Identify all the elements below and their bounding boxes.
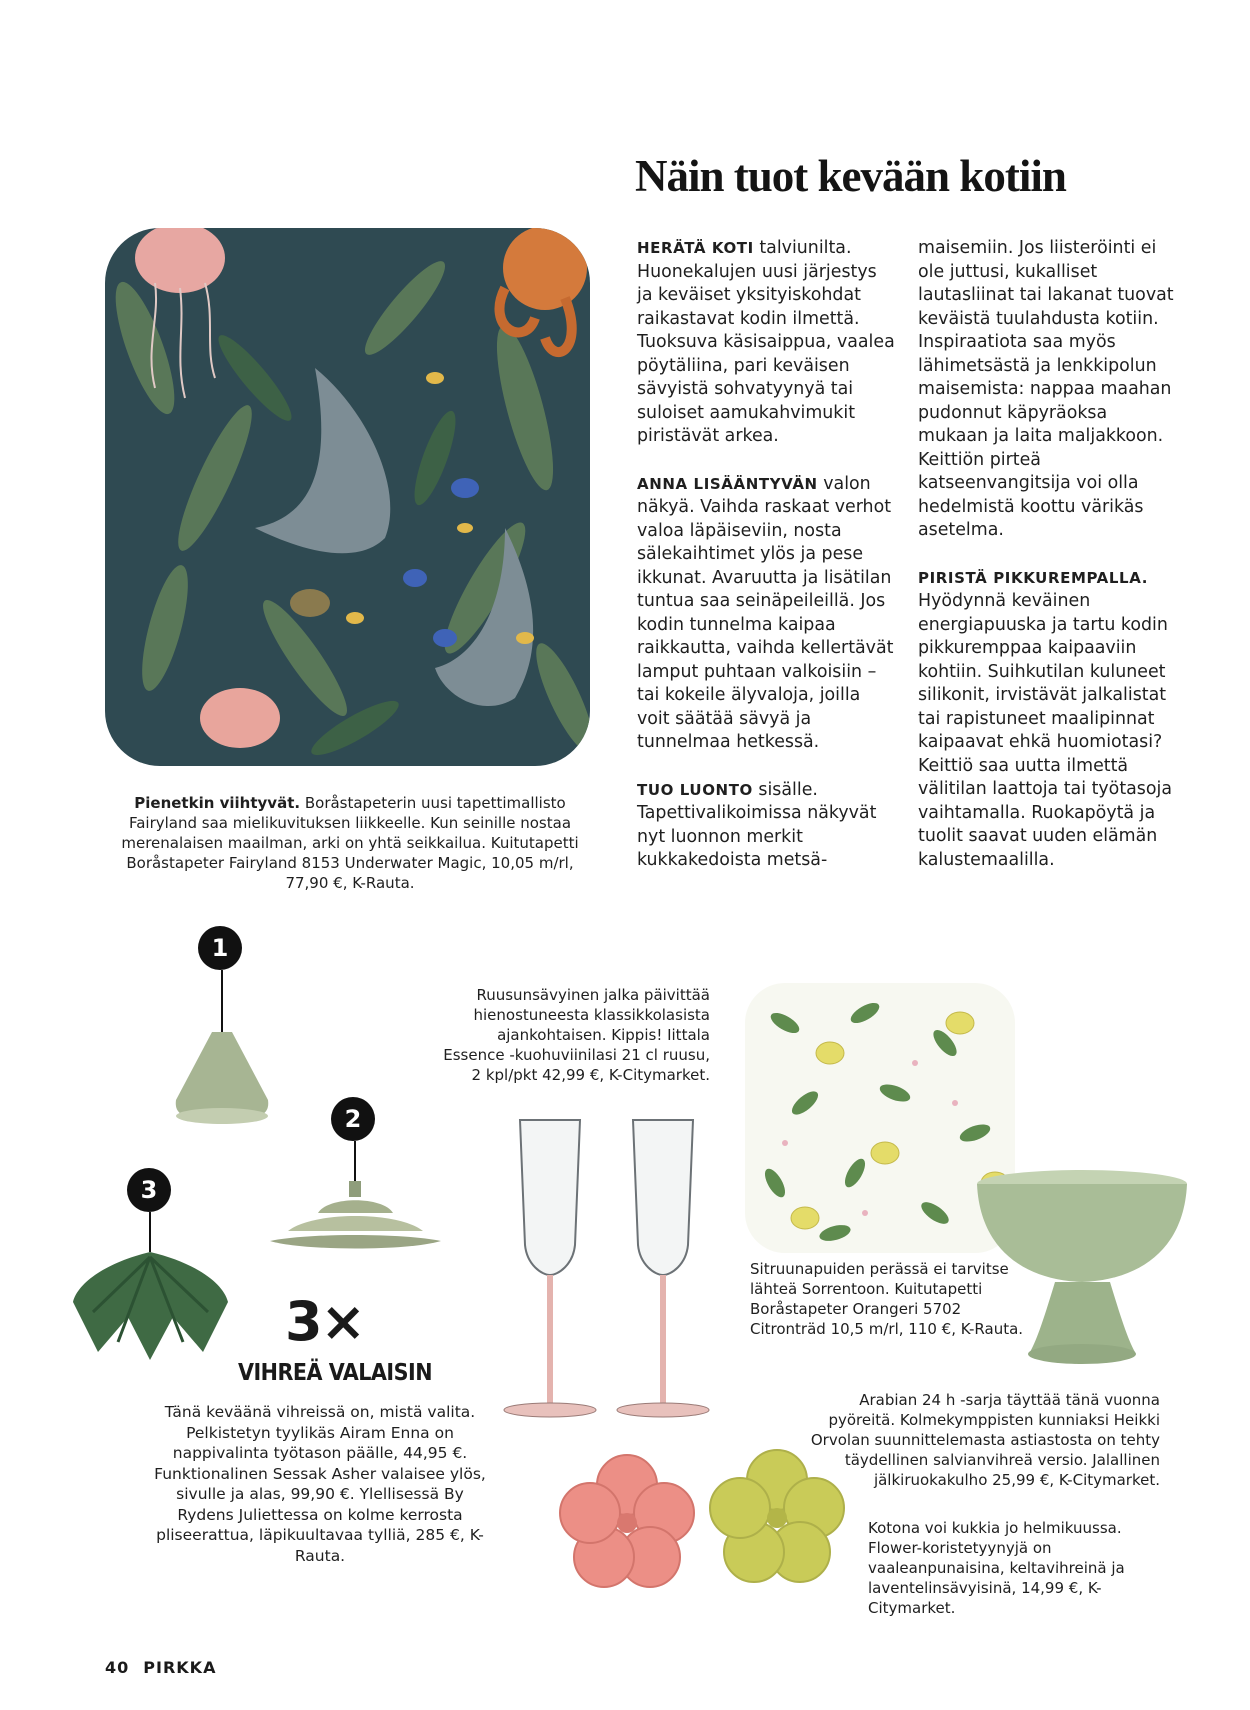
lamp-badge-3: 3 [127, 1168, 171, 1212]
paragraph-lead: ANNA LISÄÄNTYVÄN [637, 474, 818, 493]
page-number: 40 [105, 1658, 130, 1677]
lamps-caption: Tänä keväänä vihreissä on, mistä valita. Pelkistetyn tyylikäs Airam Enna on nappivalinta työtason päälle, 44,95 €. Funktionalinen Sessak Asher valaisee ylös, sivulle ja alas, 99,90 €. Ylellisessä By Rydens Juliettessa on kolme kerrosta pliseerattua, läpikuultavaa tylliä, 285 €, K-Rauta. [154, 1403, 486, 1565]
caption-lead: Pienetkin viihtyvät. [134, 794, 301, 812]
pendant-lamp-2-image [268, 1141, 443, 1251]
lamp-section-heading: VIHREÄ VALAISIN [237, 1360, 433, 1386]
paragraph-lead: PIRISTÄ PIKKUREMPALLA. [918, 568, 1148, 587]
paragraph-tuo-luonto [637, 779, 897, 873]
paragraph-lead: HERÄTÄ KOTI [637, 239, 754, 257]
champagne-glasses-image [500, 1115, 720, 1425]
paragraph-text: sisälle. Tapettivalikoimissa näkyvät nyt luonnon merkit kukkakedoista metsä- [637, 779, 877, 870]
pendant-lamp-1-image [160, 970, 285, 1140]
paragraph-maisemiin [918, 237, 1178, 543]
page-footer [105, 1658, 230, 1677]
lamp-count-heading: 3× [285, 1290, 364, 1353]
paragraph-text: Hyödynnä keväinen energiapuuska ja tartu kodin pikkuremppaa kaipaaviin kohtiin. Suihkutilan kuluneet silikonit, irvistävät jalkalistat tai rapistuneet maalipinnat kaipaavat ehkä huomiotasi? Keittiö saa uutta ilmettä välitilan laattoja tai työtasoja vaihtamalla. Ruokapöytä ja tuolit saavat uuden elämän kalustemaalilla. [918, 591, 1172, 870]
orangeri-caption: Sitruunapuiden perässä ei tarvitse lähteä Sorrentoon. Kuitutapetti Boråstapeter Orangeri 5702 Citronträd 10,5 m/rl, 110 €, K-Rauta. [750, 1260, 1024, 1338]
wallpaper-caption [105, 793, 595, 893]
underwater-wallpaper-image [105, 228, 590, 766]
paragraph-text: valon näkyä. Vaihda raskaat verhot valoa läpäiseviin, nosta sälekaihtimet ylös ja pese ikkunat. Avaruutta ja lisätilan tuntua saa seinäpeileillä. Jos kodin tunnelma kaipaa raikkautta, vaihda kellertävät lamput puhtaan valkoisiin – tai kokeile älyvaloja, joilla voit säätää sävyä ja tunnelmaa hetkessä. [637, 473, 894, 752]
pink-flower-cushion-image [560, 1455, 695, 1590]
paragraph-herata-koti [637, 237, 897, 449]
article-title: Näin tuot kevään kotiin [635, 151, 1066, 201]
caption-text: Boråstapeterin uusi tapettimallisto Fairyland saa mielikuvituksen liikkeelle. Kun seinille nostaa merenalaisen maailman, arki on yhtä seikkailua. Kuitutapetti Boråstapeter Fairyland 8153 Underwater Magic, 10,05 m/rl, 77,90 €, K-Rauta. [121, 794, 579, 892]
article-column-2 [918, 237, 1178, 896]
magazine-name: PIRKKA [143, 1658, 217, 1677]
yellow-green-flower-cushion-image [710, 1450, 845, 1585]
article-column-1 [637, 237, 897, 897]
glasses-caption: Ruusunsävyinen jalka päivittää hienostuneesta klassikkolasista ajankohtaisen. Kippis! Iittala Essence -kuohuviinilasi 21 cl ruusu, 2 kpl/pkt 42,99 €, K-Citymarket. [443, 986, 710, 1084]
paragraph-text: talviunilta. Huonekalujen uusi järjestys ja keväiset yksityiskohdat raikastavat kodin ilmettä. Tuoksuva käsisaippua, vaalea pöytäliina, pari keväisen sävyistä sohvatyynyä tai suloiset aamukahvimukit piristävät arkea. [637, 238, 895, 446]
lamp-badge-2: 2 [331, 1097, 375, 1141]
paragraph-text: maisemiin. Jos liisteröinti ei ole juttusi, kukalliset lautasliinat tai lakanat tuovat keväistä tuulahdusta kotiin. Inspiraatiota saa myös lähimetsästä ja lenkkipolun maisemista: nappaa maahan pudonnut käpyräoksa mukaan ja laita maljakkoon. Keittiön pirteä katseenvangitsija voi olla hedelmistä koottu värikäs asetelma. [918, 238, 1174, 540]
pendant-lamp-3-image [68, 1212, 233, 1362]
lamp-badge-1: 1 [198, 926, 242, 970]
flower-cushion-caption: Kotona voi kukkia jo helmikuussa. Flower-koristetyynyjä on vaaleanpunaisina, keltavihreinä ja laventelinsävyisinä, 14,99 €, K-Citymarket. [868, 1519, 1125, 1617]
paragraph-lead: TUO LUONTO [637, 780, 753, 799]
arabia-caption: Arabian 24 h -sarja täyttää tänä vuonna pyöreitä. Kolmekymppisten kunniaksi Heikki Orvolan suunnittelemasta astiastosta on tehty täydellinen salvianvihreä versio. Jalallinen jälkiruokakulho 25,99 €, K-Citymarket. [810, 1391, 1160, 1489]
paragraph-pirista-pikkurempalla [918, 567, 1178, 873]
paragraph-anna-lisaantyvan [637, 473, 897, 755]
